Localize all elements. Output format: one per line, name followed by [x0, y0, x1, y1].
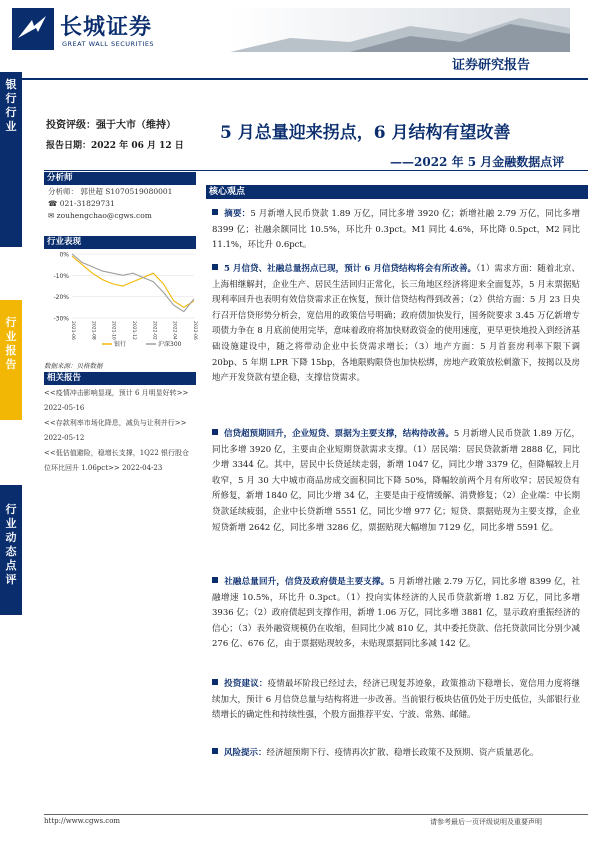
- y-tick-label: -20%: [53, 294, 69, 302]
- x-tick-label: 2021-10: [110, 321, 116, 340]
- bullet-square-icon: [212, 748, 218, 754]
- core-views-header: 核心观点: [206, 185, 588, 199]
- title-divider: [44, 170, 588, 171]
- report-type: 证券研究报告: [452, 58, 531, 73]
- investment-rating: 投资评级：强于大市（维持）: [46, 120, 176, 131]
- phone-icon: ☎: [48, 199, 60, 208]
- email-icon: ✉: [48, 211, 57, 220]
- bullet-square-icon: [212, 209, 218, 215]
- x-tick-label: 2021-06: [70, 321, 75, 340]
- x-tick-label: 2021-08: [90, 321, 96, 340]
- bullet-square-icon: [212, 679, 218, 685]
- great-wall-banner: [230, 8, 570, 52]
- series-line: [72, 256, 194, 307]
- related-section-header: 相关报告: [44, 372, 196, 385]
- footer-divider: [44, 814, 588, 815]
- credit-outlook-paragraph: 5 月信贷、社融总量拐点已现，预计 6 月信贷结构将会有所改善。（1）需求方面：随着北京、上海相继解封，企业生产、居民生活回归正常化，长三角地区经济将迎来全面复苏，5 月末票据贴现利率回升也表明有效信贷需求正在恢复，预计信贷结构得到改善；（2）供给方面：5 月 23 日央行召开信贷形势分析会，宽信用的政策信号明确；政府债加快发行，国务院要求 3.45 万亿新增专项债力争在 8 月底前使用完毕，意味着政府将加快财政资金的使用速度，更早更快地投入到经济基础设施建设中，随之将带动企业中长贷需求增长；（3）地产方面：5 月首套房利率下限下调 20bp、5 年期 LPR 下降 15bp，各地限购限贷也加快松绑，房地产政策放松刺激下，按揭以及房地产开发贷款有望企稳，支撑信贷需求。: [212, 264, 580, 384]
- credit-structure-paragraph: 信贷超预期回升，企业短贷、票据为主要支撑，结构待改善。5 月新增人民币贷款 1.89 万亿，同比多增 3920 亿，主要由企业短期贷款需求支撑。（1）居民端：居民贷款新增 2888 亿，同比少增 3344 亿。其中，居民中长贷延续走弱，新增 1047 亿，同比少增 3379 亿，但降幅较上月收窄，5 月 30 大中城市商品房成交面积同比下降 50%，降幅较前两个月有所收窄；居民短贷有所修复，新增 1840 亿，同比少增 34 亿，主要是由于疫情缓解、消费修复；（2）企业端：中长期贷款延续疲弱，企业中长贷新增 5551 亿，同比少增 977 亿；短贷、票据贴现为主要支撑，企业短贷新增 2642 亿，同比多增 3286 亿，票据贴现大幅增加 7129 亿，同比多增 5591 亿。: [212, 429, 580, 533]
- related-report-item[interactable]: <<疫情冲击影响显现，预计 6 月明显好转>> 2022-05-16: [44, 389, 189, 412]
- x-tick-label: 2021-12: [131, 321, 136, 340]
- related-reports: [44, 386, 194, 476]
- footer-website[interactable]: http://www.cgws.com: [44, 817, 121, 825]
- x-tick-label: 2022-02: [151, 321, 157, 340]
- risk-warning-paragraph: 风险提示：经济超预期下行、疫情再次扩散、稳增长政策不及预期、资产质量恶化。: [212, 746, 580, 762]
- legend-label: 银行: [114, 341, 127, 348]
- report-subtitle: ——2022 年 5 月金融数据点评: [390, 155, 565, 169]
- summary-paragraph: 摘要：5 月新增人民币贷款 1.89 万亿，同比多增 3920 亿；新增社融 2.79 万亿，同比多增 8399 亿；社融余额同比 10.5%，环比升 0.3pct。M1 同比 4.6%，环比降 0.5pct，M2 同比 11.1%，环比升 0.6pct。: [212, 209, 580, 251]
- bullet-square-icon: [212, 429, 218, 435]
- footer-disclaimer: 请参考最后一页评级说明及重要声明: [430, 818, 542, 826]
- logo-text: 长城证券: [60, 15, 153, 40]
- investment-advice-paragraph: 投资建议：疫情最坏阶段已经过去，经济已现复苏迹象，政策推动下稳增长、宽信用力度将继续加大，预计 6 月信贷总量与结构将进一步改善。当前银行板块估值仍处于历史低位，头部银行业绩增长的确定性和持续性强，个股方面推荐平安、宁波、常熟、邮储。: [212, 679, 580, 721]
- y-tick-label: 0%: [59, 251, 69, 259]
- related-report-item[interactable]: <<存款利率市场化降息，减负与让利并行>> 2022-05-12: [44, 419, 187, 442]
- report-title: 5 月总量迎来拐点，6 月结构有望改善: [220, 123, 511, 143]
- related-report-item[interactable]: <<低估值避险，稳增长支撑，1Q22 银行股仓位环比回升 1.06pct>> 2022-04-23: [44, 449, 190, 472]
- bullet-square-icon: [212, 577, 218, 583]
- y-tick-label: -30%: [53, 315, 69, 323]
- social-financing-paragraph: 社融总量回升，信贷及政府债是主要支撑。5 月新增社融 2.79 万亿，同比多增 8399 亿，社融增速 10.5%，环比升 0.3pct。（1）投向实体经济的人民币贷款新增 1.82 万亿，同比多增 3936 亿；（2）政府债起到支撑作用，新增 1.06 万亿，同比多增 3881 亿，显示政府重振经济的信心；（3）表外融资规模仍在收缩，但同比少减 810 亿，其中委托贷款、信托贷款同比分别少减 276 亿、676 亿，由于票据贴现较多，未贴现票据同比多减 142 亿。: [212, 577, 580, 650]
- side-tab-commentary: 行 业 动 态 点 评: [0, 485, 22, 615]
- analyst-name: 分析师： 郭世超 S1070519080001: [48, 187, 173, 196]
- side-tab-report: 行 业 报 告: [0, 300, 22, 420]
- header-divider: [10, 78, 588, 80]
- x-tick-label: 2022-06: [192, 321, 197, 340]
- bullet-square-icon: [212, 264, 218, 270]
- logo-icon: [12, 8, 54, 50]
- performance-section-header: 行业表现: [44, 236, 196, 249]
- industry-performance-chart: [44, 248, 199, 348]
- legend-label: 沪深300: [158, 341, 182, 348]
- chart-source: 数据来源：贝格数据: [44, 362, 103, 370]
- logo-english: GREAT WALL SECURITIES: [62, 40, 155, 48]
- analyst-info: [48, 186, 198, 222]
- x-tick-label: 2022-04: [171, 321, 177, 340]
- side-tab-industry: 银 行 行 业: [0, 72, 22, 247]
- analyst-phone: ☎ 021-31829731: [48, 199, 115, 208]
- report-date: 报告日期：2022 年 06 月 12 日: [46, 141, 184, 151]
- logo-mark: [12, 8, 54, 50]
- series-line: [72, 254, 194, 312]
- y-tick-label: -10%: [53, 272, 69, 280]
- analyst-email[interactable]: ✉ zouhengchao@cgws.com: [48, 211, 152, 220]
- analyst-section-header: 分析师: [44, 172, 196, 185]
